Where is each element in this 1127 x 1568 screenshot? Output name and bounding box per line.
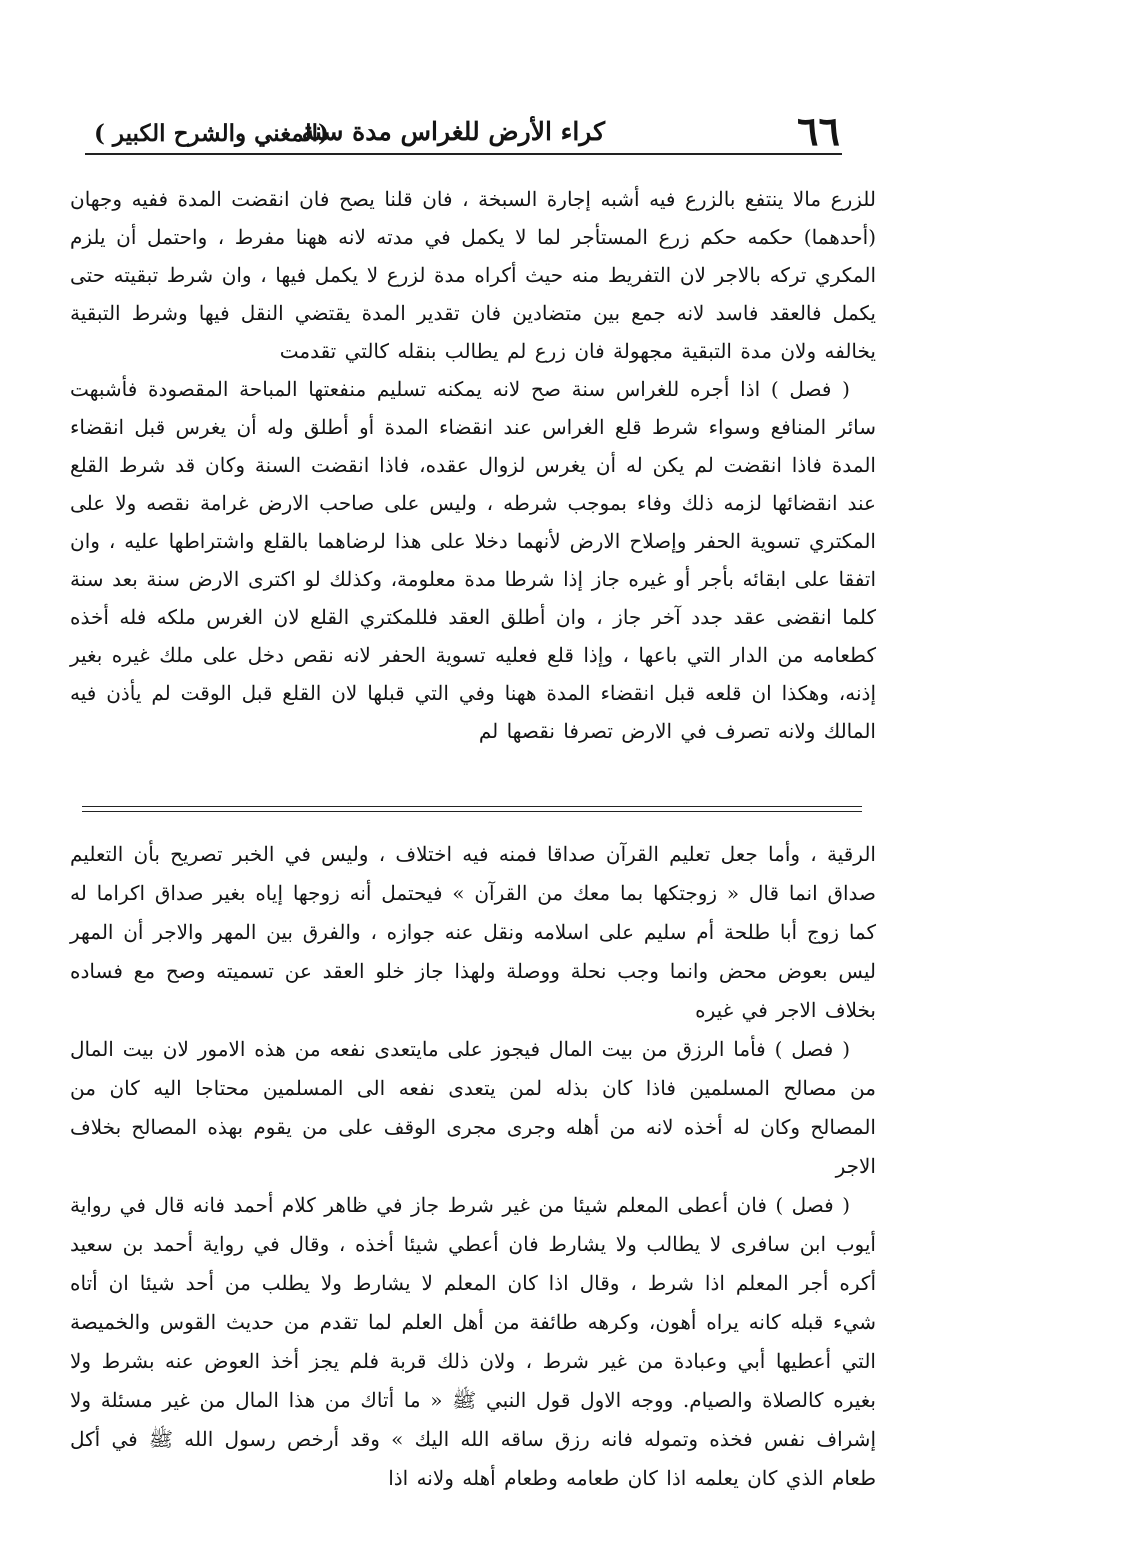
footnote-separator (82, 806, 862, 812)
running-title: كراء الأرض للغراس مدة سنة (301, 117, 605, 146)
page-number: ٦٦ (797, 108, 840, 155)
main-paragraph: للزرع مالا ينتفع بالزرع فيه أشبه إجارة السبخة ، فان قلنا يصح فان انقضت المدة ففيه وجهان (أحدهما) حكمه حكم زرع المستأجر لما لا يكمل في مدته لانه ههنا مفرط ، واحتمل أن يلزم المكري تركه بالاجر لان التفريط منه حيث أكراه مدة لزرع لا يكمل فيها ، وان شرط تبقيته حتى يكمل فالعقد فاسد لانه جمع بين متضادين فان تقدير المدة يقتضي النقل فيها وشرط التبقية يخالفه ولان مدة التبقية مجهولة فان زرع لم يطالب بنقله كالتي تقدمت (70, 187, 876, 363)
main-text (70, 180, 876, 750)
lower-paragraph: الرقية ، وأما جعل تعليم القرآن صداقا فمنه فيه اختلاف ، وليس في الخبر تصريح بأن التعليم صداق انما قال « زوجتكها بما معك من القرآن » فيحتمل أنه زوجها إياه بغير صداق اكراما له كما زوج أبا طلحة أم سليم على اسلامه ونقل عنه جوازه ، والفرق بين المهر والاجر أن المهر ليس بعوض محض وانما وجب نحلة ووصلة ولهذا جاز خلو العقد عن تسميته وصح مع فساده بخلاف الاجر في غيره (70, 842, 876, 1022)
book-title: (المغني والشرح الكبير ) (94, 120, 329, 147)
lower-paragraph: ( فصل ) فان أعطى المعلم شيئا من غير شرط جاز في ظاهر كلام أحمد فانه قال في رواية أيوب ابن سافرى لا يطالب ولا يشارط فان أعطي شيئا أخذه ، وقال في رواية أحمد بن سعيد أكره أجر المعلم اذا شرط ، وقال اذا كان المعلم لا يشارط ولا يطلب من أحد شيئا ان أتاه شيء قبله كانه يراه أهون، وكرهه طائفة من أهل العلم لما تقدم من حديث القوس والخميصة التي أعطيها أبي وعبادة من غير شرط ، ولان ذلك قربة فلم يجز أخذ العوض عنه بشرط ولا بغيره كالصلاة والصيام. ووجه الاول قول النبي ﷺ « ما أتاك من هذا المال من غير مسئلة ولا إشراف نفس فخذه وتموله فانه رزق ساقه الله اليك » وقد أرخص رسول الله ﷺ في أكل طعام الذي كان يعلمه اذا كان طعامه وطعام أهله ولانه اذا (70, 1193, 876, 1490)
header-rule (85, 153, 842, 155)
page-header (88, 110, 840, 154)
lower-paragraph: ( فصل ) فأما الرزق من بيت المال فيجوز على مايتعدى نفعه من هذه الامور لان بيت المال من مصالح المسلمين فاذا كان بذله لمن يتعدى نفعه الى المسلمين محتاجا اليه كان من المصالح وكان له أخذه لانه من أهله وجرى مجرى الوقف على من يقوم بهذه المصالح بخلاف الاجر (70, 1037, 876, 1178)
main-paragraph: ( فصل ) اذا أجره للغراس سنة صح لانه يمكنه تسليم منفعتها المباحة المقصودة فأشبهت سائر المنافع وسواء شرط قلع الغراس عند انقضاء المدة أو أطلق وله أن يغرس قبل انقضاء المدة فاذا انقضت لم يكن له أن يغرس لزوال عقده، فاذا انقضت السنة وكان قد شرط القلع عند انقضائها لزمه ذلك وفاء بموجب شرطه ، وليس على صاحب الارض غرامة نقصه ولا على المكتري تسوية الحفر وإصلاح الارض لأنهما دخلا على هذا لرضاهما بالقلع واشتراطها عليه ، وان اتفقا على ابقائه بأجر أو غيره جاز إذا شرطا مدة معلومة، وكذلك لو اكترى الارض سنة بعد سنة كلما انقضى عقد جدد آخر جاز ، وان أطلق العقد فللمكتري القلع لان الغرس ملكه فله أخذه كطعامه من الدار التي باعها ، وإذا قلع فعليه تسوية الحفر لانه نقص دخل على ملك غيره بغير إذنه، وهكذا ان قلعه قبل انقضاء المدة ههنا وفي التي قبلها لان القلع قبل الوقت لم يأذن فيه المالك ولانه تصرف في الارض تصرفا نقصها لم (70, 377, 877, 743)
lower-text (70, 835, 876, 1498)
